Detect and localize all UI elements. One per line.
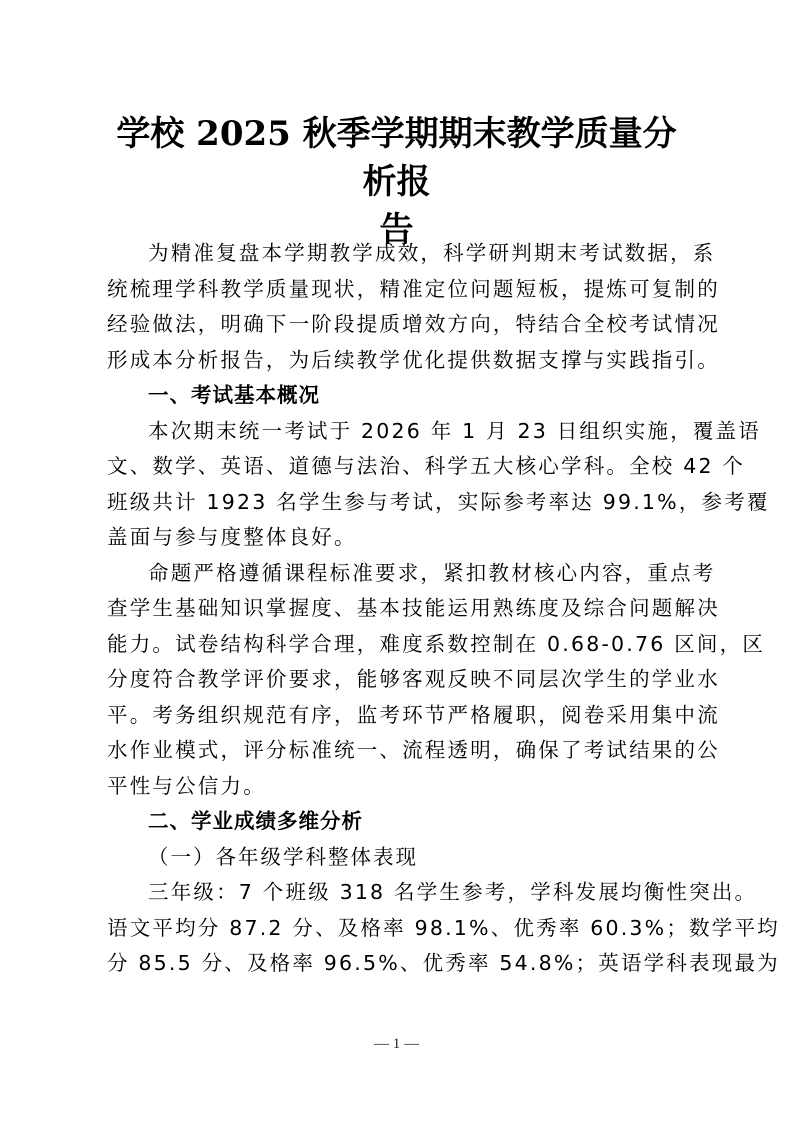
section1-paragraph-2 <box>107 556 766 805</box>
paragraph-line: 分 85.5 分、及格率 96.5%、优秀率 54.8%；英语学科表现最为 <box>107 951 780 975</box>
paragraph-line: 经验做法，明确下一阶段提质增效方向，特结合全校考试情况 <box>107 312 720 336</box>
title-line-1: 学校 2025 秋季学期期末教学质量分析报 <box>116 114 677 202</box>
section1-paragraph-1 <box>107 414 770 556</box>
paragraph-line: 语文平均分 87.2 分、及格率 98.1%、优秀率 60.3%；数学平均 <box>107 915 780 940</box>
section-heading: 二、学业成绩多维分析 <box>148 809 363 833</box>
paragraph-line: 平。考务组织规范有序，监考环节严格履职，阅卷采用集中流 <box>107 702 720 727</box>
paragraph-line: 水作业模式，评分标准统一、流程透明，确保了考试结果的公 <box>107 738 720 762</box>
paragraph-line: 能力。试卷结构科学合理，难度系数控制在 0.68-0.76 区间，区 <box>107 631 766 656</box>
paragraph-line: 查学生基础知识掌握度、基本技能运用熟练度及综合问题解决 <box>107 596 720 620</box>
document-body <box>107 236 780 982</box>
paragraph-line: 命题严格遵循课程标准要求，紧扣教材核心内容，重点考 <box>148 560 716 585</box>
document-title <box>108 110 685 254</box>
section-heading: 一、考试基本概况 <box>148 383 320 407</box>
title-line-2: 告 <box>379 210 414 250</box>
paragraph-line: 本次期末统一考试于 2026 年 1 月 23 日组织实施，覆盖语 <box>148 418 761 443</box>
paragraph-line: 三年级：7 个班级 318 名学生参考，学科发展均衡性突出。 <box>148 880 758 904</box>
intro-paragraph <box>107 236 720 378</box>
page-number: — 1 — <box>374 1036 419 1052</box>
paragraph-line: 文、数学、英语、道德与法治、科学五大核心学科。全校 42 个 <box>107 454 746 478</box>
paragraph-line: 为精准复盘本学期教学成效，科学研判期末考试数据，系 <box>148 241 716 265</box>
paragraph-line: 形成本分析报告，为后续教学优化提供数据支撑与实践指引。 <box>107 347 720 372</box>
paragraph-line: 班级共计 1923 名学生参与考试，实际参考率达 99.1%，参考覆 <box>107 489 770 514</box>
paragraph-line: 平性与公信力。 <box>107 773 266 798</box>
paragraph-line: 分度符合教学评价要求，能够客观反映不同层次学生的学业水 <box>107 667 720 691</box>
paragraph-line: 统梳理学科教学质量现状，精准定位问题短板，提炼可复制的 <box>107 276 720 301</box>
paragraph-line: 盖面与参与度整体良好。 <box>107 525 357 549</box>
subsection-heading: （一）各年级学科整体表现 <box>148 844 418 869</box>
section2-paragraph-1 <box>107 875 780 982</box>
